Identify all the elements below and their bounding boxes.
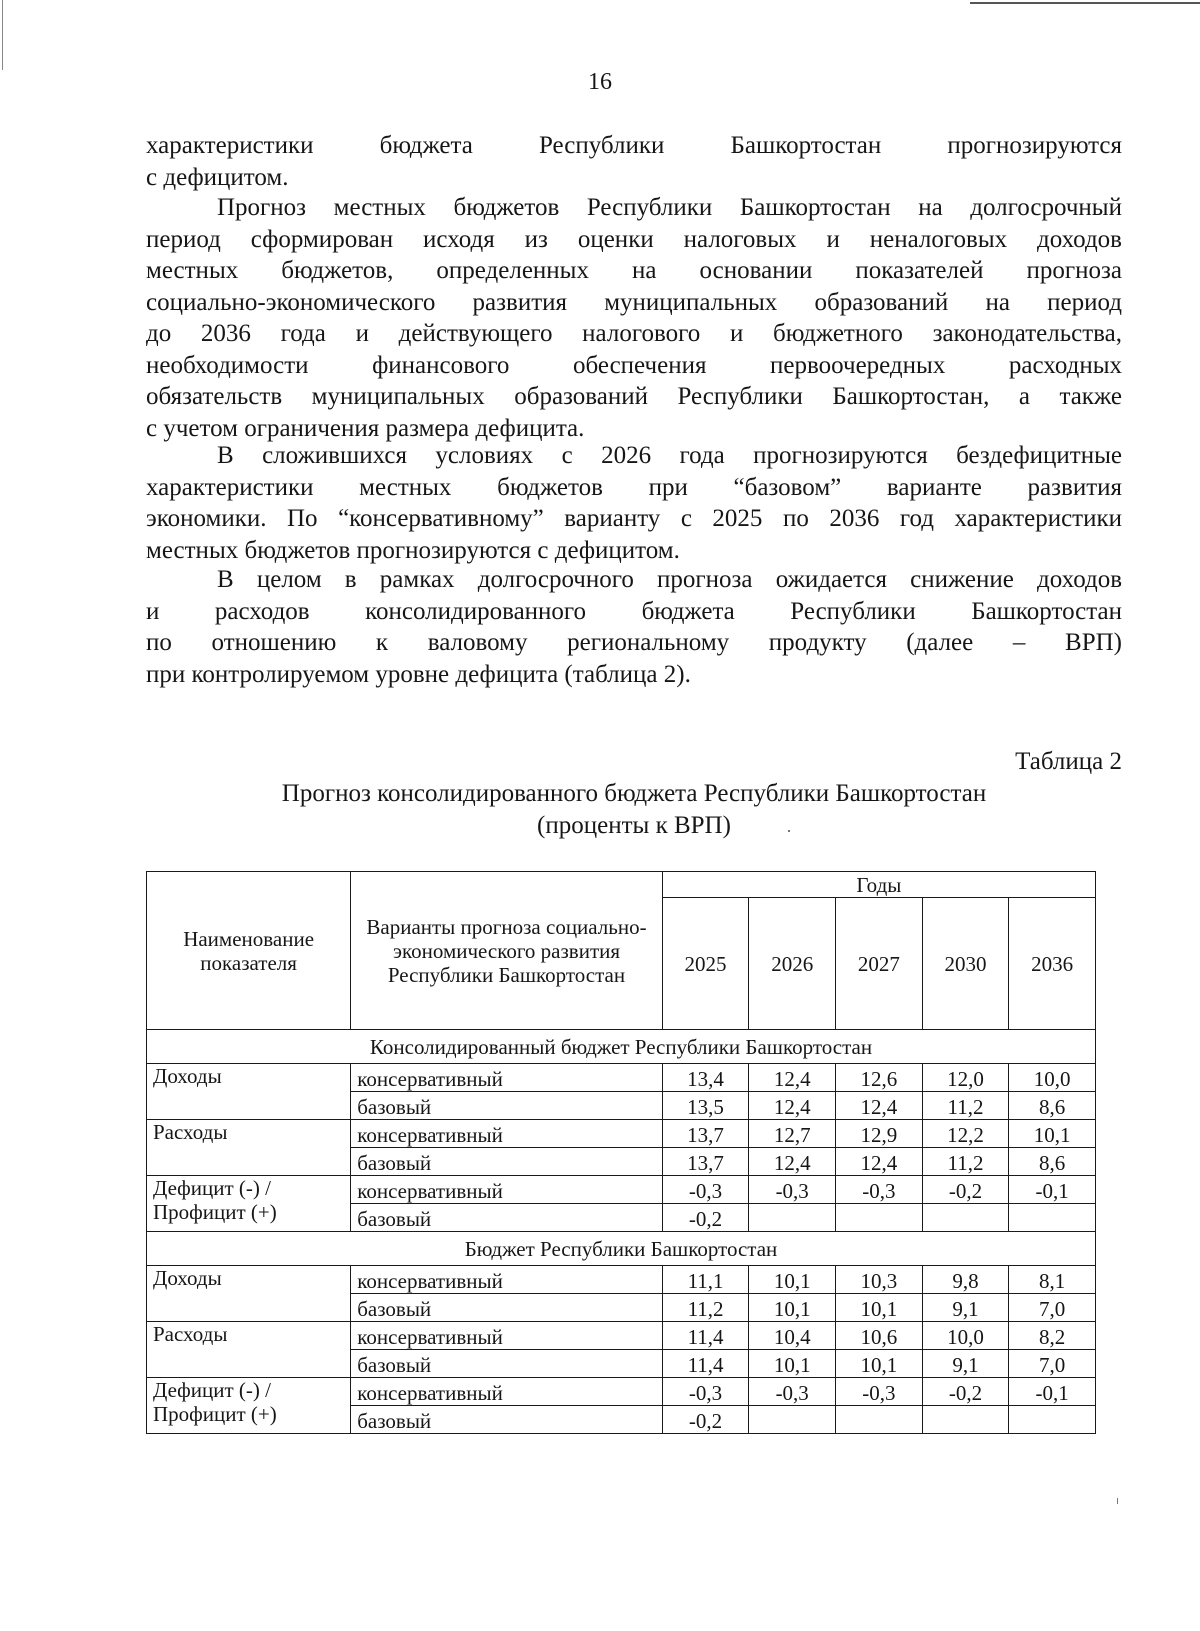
text-line: по отношению к валовому региональному продукту (далее – ВРП) — [146, 629, 1122, 656]
value-cell: -0,2 — [662, 1204, 749, 1232]
text-line: с учетом ограничения размера дефицита. — [146, 414, 585, 442]
value-cell: 8,6 — [1009, 1148, 1096, 1176]
value-cell — [1009, 1406, 1096, 1434]
paragraph-summary — [146, 564, 1122, 690]
text-line: характеристики бюджета Республики Башкортостан прогнозируются — [146, 132, 1122, 159]
value-cell: 12,4 — [749, 1148, 836, 1176]
variant-cell: консервативный — [351, 1176, 663, 1204]
value-cell: 7,0 — [1009, 1350, 1096, 1378]
indicator-cell: Доходы — [147, 1064, 351, 1120]
value-cell: 10,4 — [749, 1322, 836, 1350]
section-title: Консолидированный бюджет Республики Башкортостан — [147, 1030, 1096, 1064]
text-line: В целом в рамках долгосрочного прогноза ожидается снижение доходов — [217, 566, 1122, 593]
value-cell: 10,1 — [749, 1294, 836, 1322]
text-line: экономики. По “консервативному” варианту с 2025 по 2036 год характеристики — [146, 505, 1122, 532]
table-title-line: Прогноз консолидированного бюджета Республики Башкортостан — [281, 780, 987, 807]
variant-cell: базовый — [351, 1294, 663, 1322]
table-row — [147, 1120, 1096, 1148]
section-title: Бюджет Республики Башкортостан — [147, 1232, 1096, 1266]
value-cell: -0,1 — [1009, 1176, 1096, 1204]
scan-speck — [788, 830, 790, 832]
table-row — [147, 1322, 1096, 1350]
value-cell: 12,4 — [836, 1148, 923, 1176]
text-line: обязательств муниципальных образований Республики Башкортостан, а также — [146, 383, 1122, 410]
value-cell: 10,0 — [922, 1322, 1009, 1350]
text-line: Прогноз местных бюджетов Республики Башкортостан на долгосрочный — [217, 194, 1122, 221]
scan-speck — [1117, 1498, 1118, 1504]
value-cell — [1009, 1204, 1096, 1232]
variant-cell: консервативный — [351, 1378, 663, 1406]
header-year: 2030 — [922, 898, 1009, 1030]
table-label: Таблица 2 — [1015, 748, 1122, 775]
value-cell: 9,1 — [922, 1350, 1009, 1378]
value-cell: 8,6 — [1009, 1092, 1096, 1120]
header-variants: Варианты прогноза социально-экономического развития Республики Башкортостан — [351, 872, 663, 1030]
value-cell: 12,4 — [836, 1092, 923, 1120]
value-cell: -0,3 — [749, 1176, 836, 1204]
variant-cell: базовый — [351, 1350, 663, 1378]
value-cell: 13,7 — [662, 1148, 749, 1176]
value-cell: 12,4 — [749, 1064, 836, 1092]
value-cell: 13,7 — [662, 1120, 749, 1148]
value-cell: 12,2 — [922, 1120, 1009, 1148]
page-number: 16 — [588, 69, 612, 95]
value-cell: 11,2 — [662, 1294, 749, 1322]
text-line: В сложившихся условиях с 2026 года прогнозируются бездефицитные — [217, 442, 1122, 469]
value-cell: 12,4 — [749, 1092, 836, 1120]
paragraph-local-budgets — [146, 192, 1122, 444]
value-cell: 10,1 — [749, 1350, 836, 1378]
indicator-cell: Дефицит (-) / Профицит (+) — [147, 1378, 351, 1434]
header-year: 2036 — [1009, 898, 1096, 1030]
value-cell — [749, 1204, 836, 1232]
value-cell — [836, 1204, 923, 1232]
text-line: до 2036 года и действующего налогового и бюджетного законодательства, — [146, 320, 1122, 347]
text-line: при контролируемом уровне дефицита (таблица 2). — [146, 660, 691, 688]
variant-cell: консервативный — [351, 1266, 663, 1294]
header-year: 2027 — [836, 898, 923, 1030]
variant-cell: базовый — [351, 1406, 663, 1434]
text-line: местных бюджетов прогнозируются с дефицитом. — [146, 536, 680, 564]
value-cell: 11,1 — [662, 1266, 749, 1294]
value-cell: 10,1 — [749, 1266, 836, 1294]
value-cell — [922, 1204, 1009, 1232]
variant-cell: базовый — [351, 1148, 663, 1176]
value-cell: 9,8 — [922, 1266, 1009, 1294]
table-title — [146, 778, 1122, 842]
value-cell: 11,2 — [922, 1092, 1009, 1120]
variant-cell: консервативный — [351, 1064, 663, 1092]
header-year: 2025 — [662, 898, 749, 1030]
table-row — [147, 1378, 1096, 1406]
value-cell: 12,9 — [836, 1120, 923, 1148]
value-cell: 10,1 — [1009, 1120, 1096, 1148]
text-line: необходимости финансового обеспечения первоочередных расходных — [146, 351, 1122, 379]
value-cell: 10,6 — [836, 1322, 923, 1350]
value-cell: -0,3 — [662, 1378, 749, 1406]
value-cell: 12,7 — [749, 1120, 836, 1148]
value-cell: -0,2 — [922, 1176, 1009, 1204]
value-cell: 12,6 — [836, 1064, 923, 1092]
header-indicator: Наименование показателя — [147, 872, 351, 1030]
value-cell: -0,3 — [749, 1378, 836, 1406]
table-title-units: (проценты к ВРП) — [537, 812, 731, 839]
text-line: и расходов консолидированного бюджета Республики Башкортостан — [146, 597, 1122, 625]
header-years-group: Годы — [662, 872, 1095, 898]
value-cell: 10,3 — [836, 1266, 923, 1294]
paragraph-conditions — [146, 440, 1122, 566]
table-row — [147, 1266, 1096, 1294]
value-cell: 12,0 — [922, 1064, 1009, 1092]
value-cell: 7,0 — [1009, 1294, 1096, 1322]
value-cell: 11,2 — [922, 1148, 1009, 1176]
text-line: характеристики местных бюджетов при “базовом” варианте развития — [146, 473, 1122, 501]
indicator-cell: Дефицит (-) / Профицит (+) — [147, 1176, 351, 1232]
value-cell — [922, 1406, 1009, 1434]
value-cell — [749, 1406, 836, 1434]
table-row — [147, 1176, 1096, 1204]
text-line: период сформирован исходя из оценки налоговых и неналоговых доходов — [146, 225, 1122, 253]
value-cell: -0,3 — [836, 1176, 923, 1204]
value-cell: 13,4 — [662, 1064, 749, 1092]
value-cell: -0,2 — [922, 1378, 1009, 1406]
value-cell: -0,3 — [662, 1176, 749, 1204]
indicator-cell: Расходы — [147, 1322, 351, 1378]
page-edge-line-left — [2, 0, 3, 70]
value-cell: 11,4 — [662, 1322, 749, 1350]
text-line: социально-экономического развития муниципальных образований на период — [146, 288, 1122, 316]
value-cell: 10,0 — [1009, 1064, 1096, 1092]
value-cell: 10,1 — [836, 1294, 923, 1322]
paragraph-continuation — [146, 130, 1122, 193]
value-cell — [836, 1406, 923, 1434]
table-row — [147, 1064, 1096, 1092]
variant-cell: базовый — [351, 1092, 663, 1120]
value-cell: 10,1 — [836, 1350, 923, 1378]
value-cell: 8,2 — [1009, 1322, 1096, 1350]
indicator-cell: Расходы — [147, 1120, 351, 1176]
variant-cell: консервативный — [351, 1322, 663, 1350]
value-cell: 13,5 — [662, 1092, 749, 1120]
value-cell: -0,1 — [1009, 1378, 1096, 1406]
value-cell: -0,2 — [662, 1406, 749, 1434]
header-year: 2026 — [749, 898, 836, 1030]
indicator-cell: Доходы — [147, 1266, 351, 1322]
budget-forecast-table — [146, 871, 1096, 1434]
text-line: с дефицитом. — [146, 163, 289, 191]
value-cell: -0,3 — [836, 1378, 923, 1406]
variant-cell: консервативный — [351, 1120, 663, 1148]
value-cell: 11,4 — [662, 1350, 749, 1378]
value-cell: 9,1 — [922, 1294, 1009, 1322]
value-cell: 8,1 — [1009, 1266, 1096, 1294]
variant-cell: базовый — [351, 1204, 663, 1232]
page-edge-line — [970, 2, 1200, 4]
text-line: местных бюджетов, определенных на основании показателей прогноза — [146, 257, 1122, 284]
